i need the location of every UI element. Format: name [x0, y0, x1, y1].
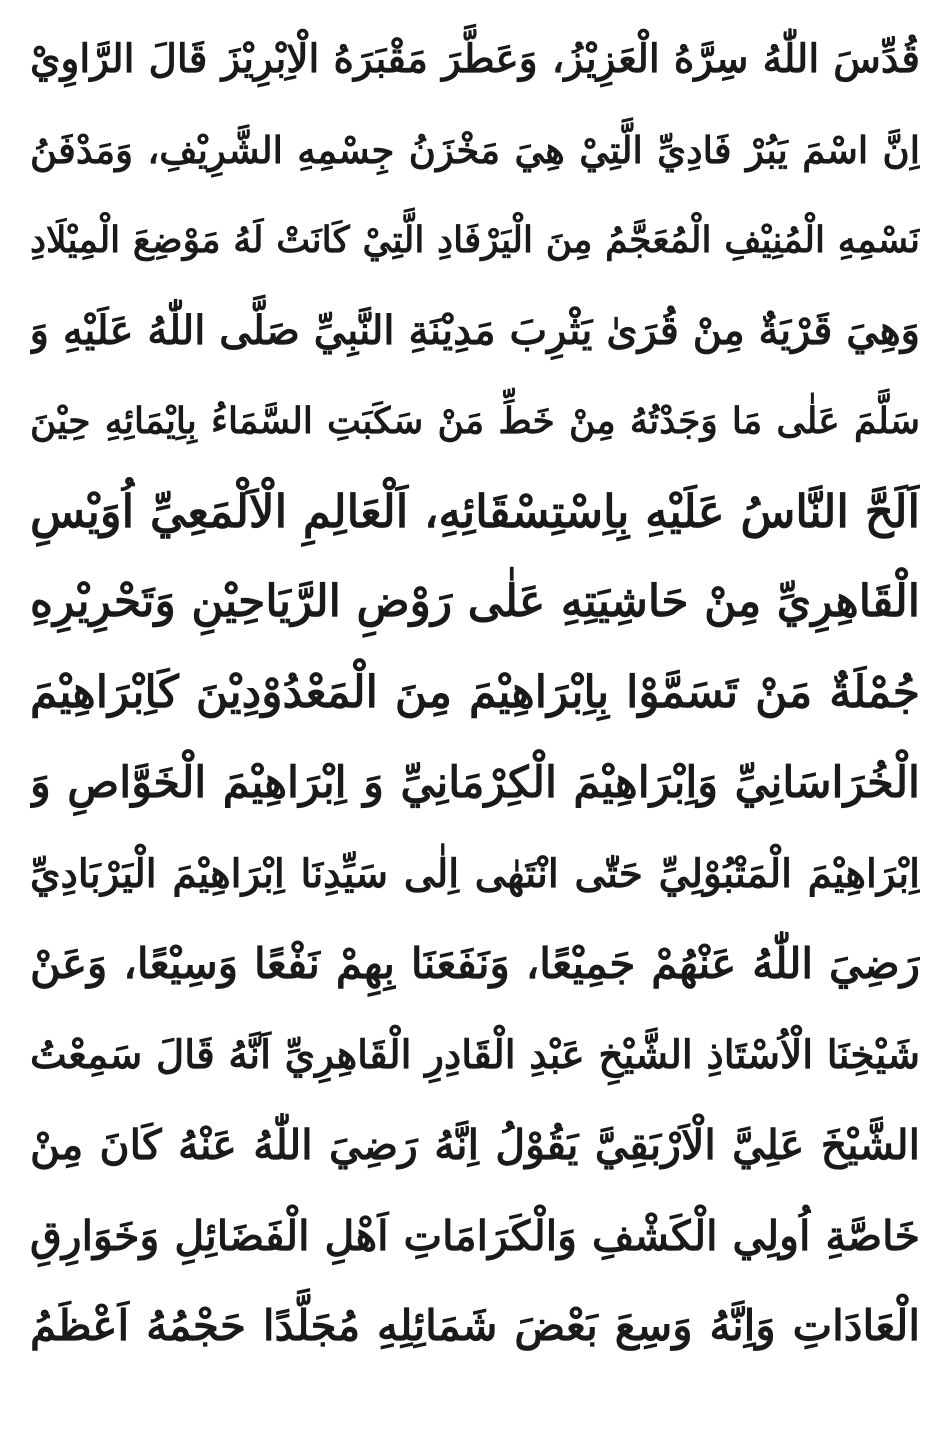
text-line-14: خَاصَّةِ اُولِي الْكَشْفِ وَالْكَرَامَاتِ اَهْلِ الْفَضَائِلِ وَخَوَارِقِ: [30, 1211, 920, 1260]
text-line-2: اِنَّ اسْمَ يَبُرْ فَادِيِّ الَّتِيْ هِيَ مَخْزَنُ جِسْمِهِ الشَّرِيْفِ، وَمَدْفَنُ: [30, 127, 920, 172]
text-line-15: الْعَادَاتِ وَاِنَّهُ وَسِعَ بَعْضَ شَمَائِلِهِ مُجَلَّدًا حَجْمُهُ اَعْظَمُ: [30, 1301, 920, 1350]
text-line-13: الشَّيْخَ عَلِيَّ الْاَرْبَقِيَّ يَقُوْلُ اِنَّهُ رَضِيَ اللّٰهُ عَنْهُ كَانَ مِنْ: [30, 1121, 920, 1169]
text-line-6: اَلَحَّ النَّاسُ عَلَيْهِ بِاِسْتِسْقَائِهِ، اَلْعَالِمِ الْاَلْمَعِيِّ اُوَيْسِ: [30, 484, 920, 538]
text-line-9: الْخُرَاسَانِيِّ وَاِبْرَاهِيْمَ الْكِرْمَانِيِّ وَ اِبْرَاهِيْمَ الْخَوَّاصِ وَ: [30, 758, 920, 808]
text-line-4: وَهِيَ قَرْيَةٌ مِنْ قُرَىٰ يَثْرِبَ مَدِيْنَةِ النَّبِيِّ صَلَّى اللّٰهُ عَلَيْهِ وَ: [30, 306, 920, 354]
text-line-5: سَلَّمَ عَلٰى مَا وَجَدْتُهُ مِنْ خَطِّ مَنْ سَكَبَتِ السَّمَاءُ بِاِيْمَائِهِ حِيْنَ: [30, 400, 920, 442]
text-line-11: رَضِيَ اللّٰهُ عَنْهُمْ جَمِيْعًا، وَنَفَعَنَا بِهِمْ نَفْعًا وَسِيْعًا، وَعَنْ: [30, 939, 920, 988]
text-line-1: قُدِّسَ اللّٰهُ سِرَّهُ الْعَزِيْزُ، وَعَطَّرَ مَقْبَرَهُ الْاِبْرِيْزَ قَالَ الرَّاوِيْ: [30, 36, 920, 82]
text-line-7: الْقَاهِرِيِّ مِنْ حَاشِيَتِهِ عَلٰى رَوْضِ الرَّيَاحِيْنِ وَتَحْرِيْرِهِ: [30, 576, 920, 627]
text-line-10: اِبْرَاهِيْمَ الْمَتْبُوْلِيِّ حَتّٰى انْتَهٰى اِلٰى سَيِّدِنَا اِبْرَاهِيْمَ الْيَرْبَادِيِّ: [30, 850, 920, 897]
text-line-8: جُمْلَةٌ مَنْ تَسَمَّوْا بِاِبْرَاهِيْمَ مِنَ الْمَعْدُوْدِيْنَ كَاِبْرَاهِيْمَ: [30, 666, 920, 718]
text-line-12: شَيْخِنَا الْاُسْتَاذِ الشَّيْخِ عَبْدِ الْقَادِرِ الْقَاهِرِيِّ اَنَّهُ قَالَ سَمِعْتُ: [30, 1031, 920, 1078]
text-line-3: نَسْمِهِ الْمُنِيْفِ الْمُعَجَّمُ مِنَ الْيَرْفَادِ الَّتِيْ كَانَتْ لَهُ مَوْضِعَ الْمِيْلَادِ: [30, 219, 920, 261]
